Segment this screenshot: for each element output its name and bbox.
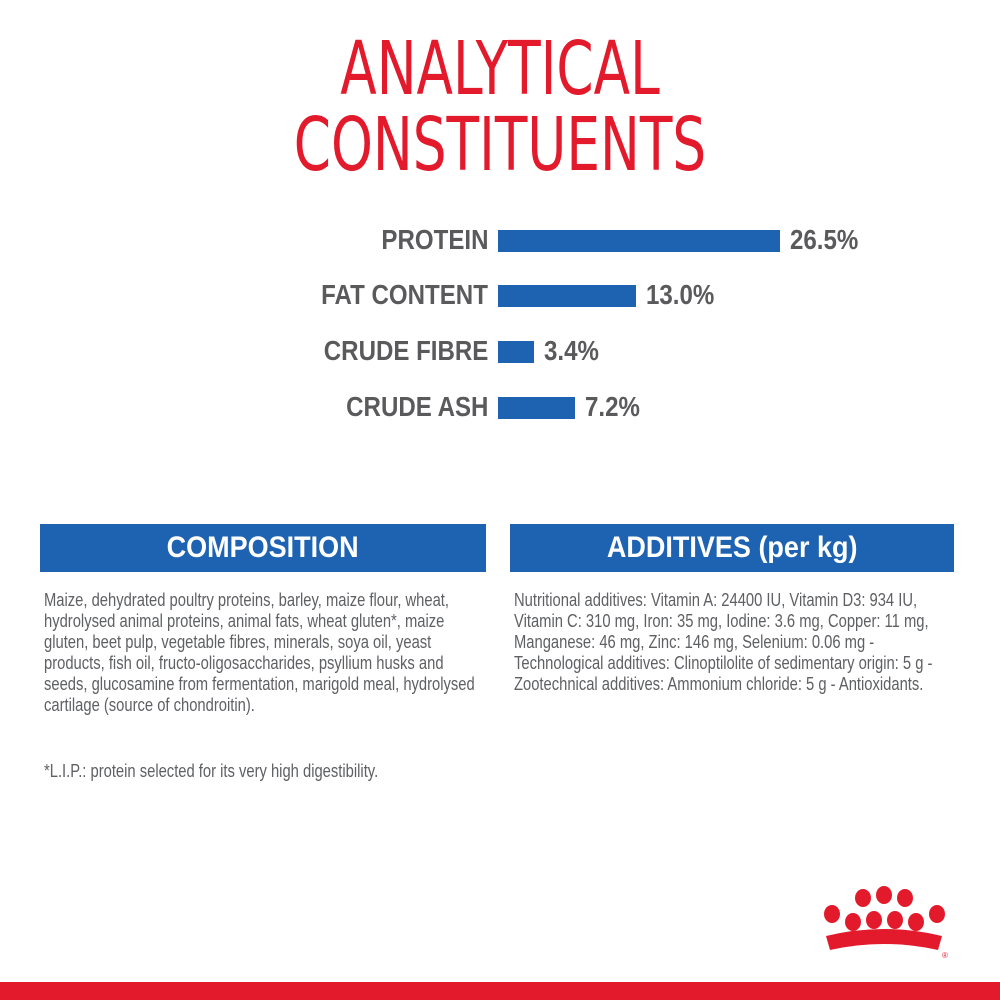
constituent-row-crude-fibre (0, 331, 1000, 371)
constituent-row-protein (0, 220, 1000, 260)
title-line-1: ANALYTICAL (340, 26, 660, 112)
constituent-value: 7.2% (585, 391, 640, 422)
additives-header-label: ADDITIVES (per kg) (606, 531, 858, 564)
composition-note: *L.I.P.: protein selected for its very high digestibility. (44, 761, 379, 781)
svg-text:®: ® (942, 951, 948, 960)
constituent-bar (498, 230, 780, 252)
composition-header-label: COMPOSITION (166, 531, 360, 564)
constituent-label: FAT CONTENT (321, 279, 488, 310)
composition-text: Maize, dehydrated poultry proteins, barley, maize flour, wheat, hydrolysed animal proteins, animal fats, wheat gluten*, maize gluten, beet pulp, vegetable fibres, minerals, soya oil, yeast products, fish oil, fructo-oligosaccharides, psyllium husks and seeds, glucosamine from fermentation, marigold meal, hydrolysed cartilage (source of chondroitin). (44, 590, 475, 715)
constituent-label: PROTEIN (380, 224, 488, 255)
crown-paw-logo (818, 882, 958, 962)
constituent-row-fat-content (0, 275, 1000, 315)
constituent-label: CRUDE FIBRE (323, 335, 488, 366)
composition-header (40, 524, 486, 572)
constituent-bar (498, 341, 534, 363)
additives-text: Nutritional additives: Vitamin A: 24400 IU, Vitamin D3: 934 IU, Vitamin C: 310 mg, Iron: 35 mg, Iodine: 3.6 mg, Copper: 11 mg, Manganese: 46 mg, Zinc: 146 mg, Selenium: 0.06 mg - Technological additives: Clinoptilolite of sedimentary origin: 5 g - Zootechnical additives: Ammonium chloride: 5 g - Antioxidants. (514, 590, 933, 694)
constituent-bar (498, 285, 636, 307)
constituent-value: 26.5% (790, 224, 859, 255)
additives-header (510, 524, 954, 572)
brand-footer-band (0, 982, 1000, 1000)
constituent-label: CRUDE ASH (345, 391, 488, 422)
constituent-row-crude-ash (0, 387, 1000, 427)
constituent-bar (498, 397, 575, 419)
title-line-2: CONSTITUENTS (293, 102, 707, 188)
constituent-value: 3.4% (544, 335, 599, 366)
constituent-value: 13.0% (646, 279, 715, 310)
